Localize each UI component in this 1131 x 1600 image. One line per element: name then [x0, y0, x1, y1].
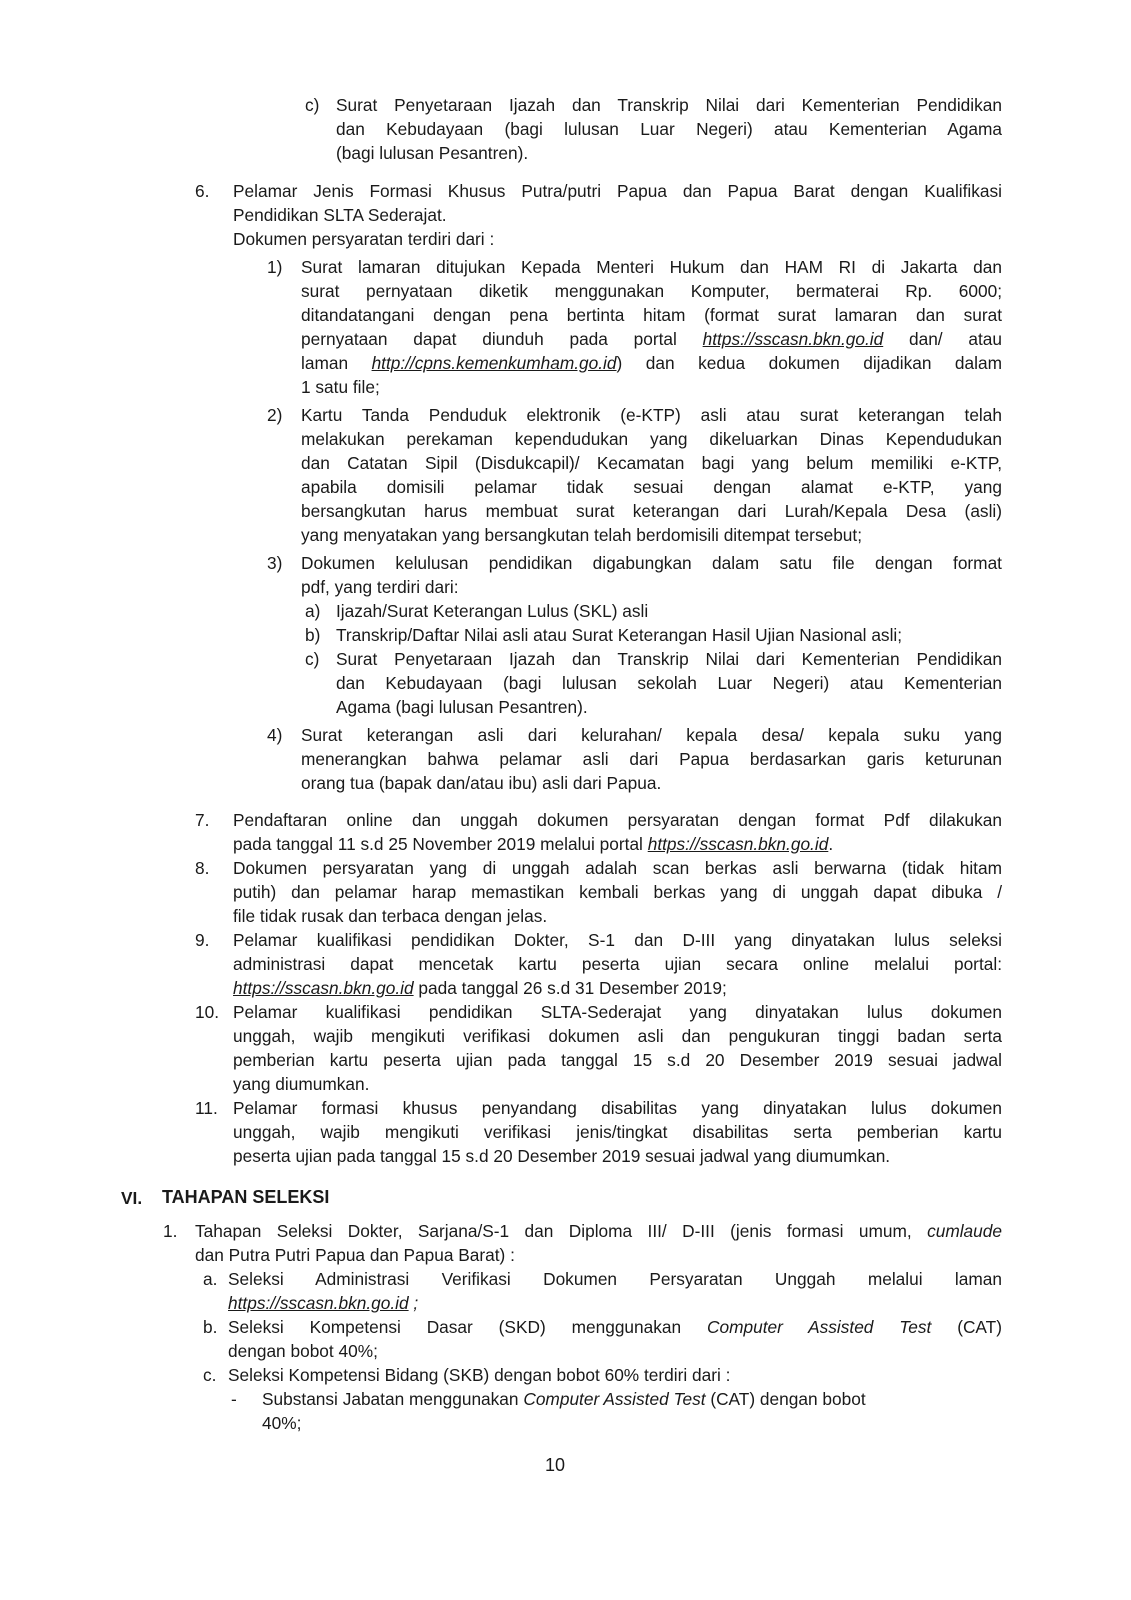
section-6-number: VI.	[121, 1188, 143, 1208]
item-6-line-1: Pelamar Jenis Formasi Khusus Putra/putri Papua dan Papua Barat dengan Kualifikasi	[233, 181, 1002, 201]
item-6-2-line-2: melakukan perekaman kependudukan yang dikeluarkan Dinas Kependudukan	[301, 429, 1002, 449]
item-8-line-2: putih) dan pelamar harap memastikan kembali berkas yang di unggah dapat dibuka /	[233, 882, 1002, 902]
item-6-1-line-5: laman http://cpns.kemenkumham.go.id) dan kedua dokumen dijadikan dalam	[301, 353, 1002, 373]
item-6-2-line-4: apabila domisili pelamar tidak sesuai dengan alamat e-KTP, yang	[301, 477, 1002, 497]
item-9-line-1: Pelamar kualifikasi pendidikan Dokter, S-1 dan D-III yang dinyatakan lulus seleksi	[233, 930, 1002, 950]
stage-1c-dash-line-2: 40%;	[262, 1413, 302, 1433]
item-5c-line-3: (bagi lulusan Pesantren).	[336, 143, 529, 163]
item-6-3c-line-3: Agama (bagi lulusan Pesantren).	[336, 697, 588, 717]
sscasn-link[interactable]: https://sscasn.bkn.go.id	[228, 1293, 409, 1313]
item-6-4-line-1: Surat keterangan asli dari kelurahan/ kepala desa/ kepala suku yang	[301, 725, 1002, 745]
item-11-line-2: unggah, wajib mengikuti verifikasi jenis/tingkat disabilitas serta pemberian kartu	[233, 1122, 1002, 1142]
item-10-line-4: yang diumumkan.	[233, 1074, 370, 1094]
item-6-number: 6.	[195, 181, 210, 201]
item-10-line-2: unggah, wajib mengikuti verifikasi dokumen asli dan pengukuran tinggi badan serta	[233, 1026, 1002, 1046]
item-9-line-2: administrasi dapat mencetak kartu peserta ujian secara online melalui portal:	[233, 954, 1002, 974]
item-6-3a-label: a)	[305, 601, 321, 621]
item-6-1-line-2: surat pernyataan diketik menggunakan Komputer, bermaterai Rp. 6000;	[301, 281, 1002, 301]
stage-1a-line-1: Seleksi Administrasi Verifikasi Dokumen Persyaratan Unggah melalui laman	[228, 1269, 1002, 1289]
stage-1b-label: b.	[203, 1317, 218, 1337]
item-6-3-line-2: pdf, yang terdiri dari:	[301, 577, 459, 597]
item-6-2-line-1: Kartu Tanda Penduduk elektronik (e-KTP) asli atau surat keterangan telah	[301, 405, 1002, 425]
stage-1a-line-2: https://sscasn.bkn.go.id ;	[228, 1293, 419, 1313]
sscasn-link[interactable]: https://sscasn.bkn.go.id	[702, 329, 884, 349]
item-5c-line-2: dan Kebudayaan (bagi lulusan Luar Negeri) atau Kementerian Agama	[336, 119, 1002, 139]
item-6-2-line-6: yang menyatakan yang bersangkutan telah berdomisili ditempat tersebut;	[301, 525, 863, 545]
item-5c-label: c)	[305, 95, 320, 115]
item-10-line-1: Pelamar kualifikasi pendidikan SLTA-Sederajat yang dinyatakan lulus dokumen	[233, 1002, 1002, 1022]
item-5c-line-1: Surat Penyetaraan Ijazah dan Transkrip Nilai dari Kementerian Pendidikan	[336, 95, 1002, 115]
item-6-4-number: 4)	[267, 725, 283, 745]
item-11-line-3: peserta ujian pada tanggal 15 s.d 20 Desember 2019 sesuai jadwal yang diumumkan.	[233, 1146, 891, 1166]
item-6-3b-label: b)	[305, 625, 321, 645]
item-6-line-2: Pendidikan SLTA Sederajat.	[233, 205, 447, 225]
item-6-2-number: 2)	[267, 405, 283, 425]
item-6-1-line-1: Surat lamaran ditujukan Kepada Menteri Hukum dan HAM RI di Jakarta dan	[301, 257, 1002, 277]
kemenkumham-link[interactable]: http://cpns.kemenkumham.go.id	[371, 353, 617, 373]
item-6-2-line-3: dan Catatan Sipil (Disdukcapil)/ Kecamatan bagi yang belum memiliki e-KTP,	[301, 453, 1002, 473]
item-6-3-number: 3)	[267, 553, 283, 573]
stage-1c-dash: -	[231, 1389, 237, 1409]
item-11-number: 11.	[195, 1098, 218, 1118]
item-7-line-1: Pendaftaran online dan unggah dokumen persyaratan dengan format Pdf dilakukan	[233, 810, 1002, 830]
item-11-line-1: Pelamar formasi khusus penyandang disabilitas yang dinyatakan lulus dokumen	[233, 1098, 1002, 1118]
item-7-number: 7.	[195, 810, 210, 830]
item-8-number: 8.	[195, 858, 210, 878]
stage-1b-line-1: Seleksi Kompetensi Dasar (SKD) menggunakan Computer Assisted Test (CAT)	[228, 1317, 1002, 1337]
item-6-3c-line-1: Surat Penyetaraan Ijazah dan Transkrip Nilai dari Kementerian Pendidikan	[336, 649, 1002, 669]
item-10-number: 10.	[195, 1002, 220, 1022]
sscasn-link[interactable]: https://sscasn.bkn.go.id	[233, 978, 414, 998]
item-6-4-line-3: orang tua (bapak dan/atau ibu) asli dari Papua.	[301, 773, 662, 793]
item-6-line-3: Dokumen persyaratan terdiri dari :	[233, 229, 495, 249]
stage-1c-dash-line-1: Substansi Jabatan menggunakan Computer Assisted Test (CAT) dengan bobot	[262, 1389, 866, 1409]
item-6-2-line-5: bersangkutan harus membuat surat keterangan dari Lurah/Kepala Desa (asli)	[301, 501, 1002, 521]
item-6-1-line-4: pernyataan dapat diunduh pada portal https://sscasn.bkn.go.id dan/ atau	[301, 329, 1002, 349]
item-9-line-3: https://sscasn.bkn.go.id pada tanggal 26 s.d 31 Desember 2019;	[233, 978, 727, 998]
item-6-3a-text: Ijazah/Surat Keterangan Lulus (SKL) asli	[336, 601, 649, 621]
stage-1-number: 1.	[163, 1221, 178, 1241]
item-6-3-line-1: Dokumen kelulusan pendidikan digabungkan dalam satu file dengan format	[301, 553, 1002, 573]
stage-1a-label: a.	[203, 1269, 218, 1289]
item-6-3b-text: Transkrip/Daftar Nilai asli atau Surat Keterangan Hasil Ujian Nasional asli;	[336, 625, 903, 645]
section-6-title: TAHAPAN SELEKSI	[162, 1187, 330, 1207]
page-number: 10	[545, 1455, 566, 1475]
item-6-1-number: 1)	[267, 257, 283, 277]
stage-1-line-2: dan Putra Putri Papua dan Papua Barat) :	[195, 1245, 515, 1265]
sscasn-link[interactable]: https://sscasn.bkn.go.id	[647, 834, 829, 854]
item-6-1-line-6: 1 satu file;	[301, 377, 380, 397]
item-9-number: 9.	[195, 930, 210, 950]
item-6-3c-line-2: dan Kebudayaan (bagi lulusan sekolah Luar Negeri) atau Kementerian	[336, 673, 1002, 693]
item-8-line-1: Dokumen persyaratan yang di unggah adalah scan berkas asli berwarna (tidak hitam	[233, 858, 1002, 878]
stage-1c-line-1: Seleksi Kompetensi Bidang (SKB) dengan bobot 60% terdiri dari :	[228, 1365, 731, 1385]
stage-1c-label: c.	[203, 1365, 217, 1385]
item-7-line-2: pada tanggal 11 s.d 25 November 2019 melalui portal https://sscasn.bkn.go.id.	[233, 834, 834, 854]
item-8-line-3: file tidak rusak dan terbaca dengan jelas.	[233, 906, 548, 926]
item-6-3c-label: c)	[305, 649, 320, 669]
item-6-4-line-2: menerangkan bahwa pelamar asli dari Papua berdasarkan garis keturunan	[301, 749, 1002, 769]
item-6-1-line-3: ditandatangani dengan pena bertinta hitam (format surat lamaran dan surat	[301, 305, 1002, 325]
item-10-line-3: pemberian kartu peserta ujian pada tanggal 15 s.d 20 Desember 2019 sesuai jadwal	[233, 1050, 1002, 1070]
stage-1-line-1: Tahapan Seleksi Dokter, Sarjana/S-1 dan Diploma III/ D-III (jenis formasi umum, cumlaude	[195, 1221, 1002, 1241]
stage-1b-line-2: dengan bobot 40%;	[228, 1341, 378, 1361]
